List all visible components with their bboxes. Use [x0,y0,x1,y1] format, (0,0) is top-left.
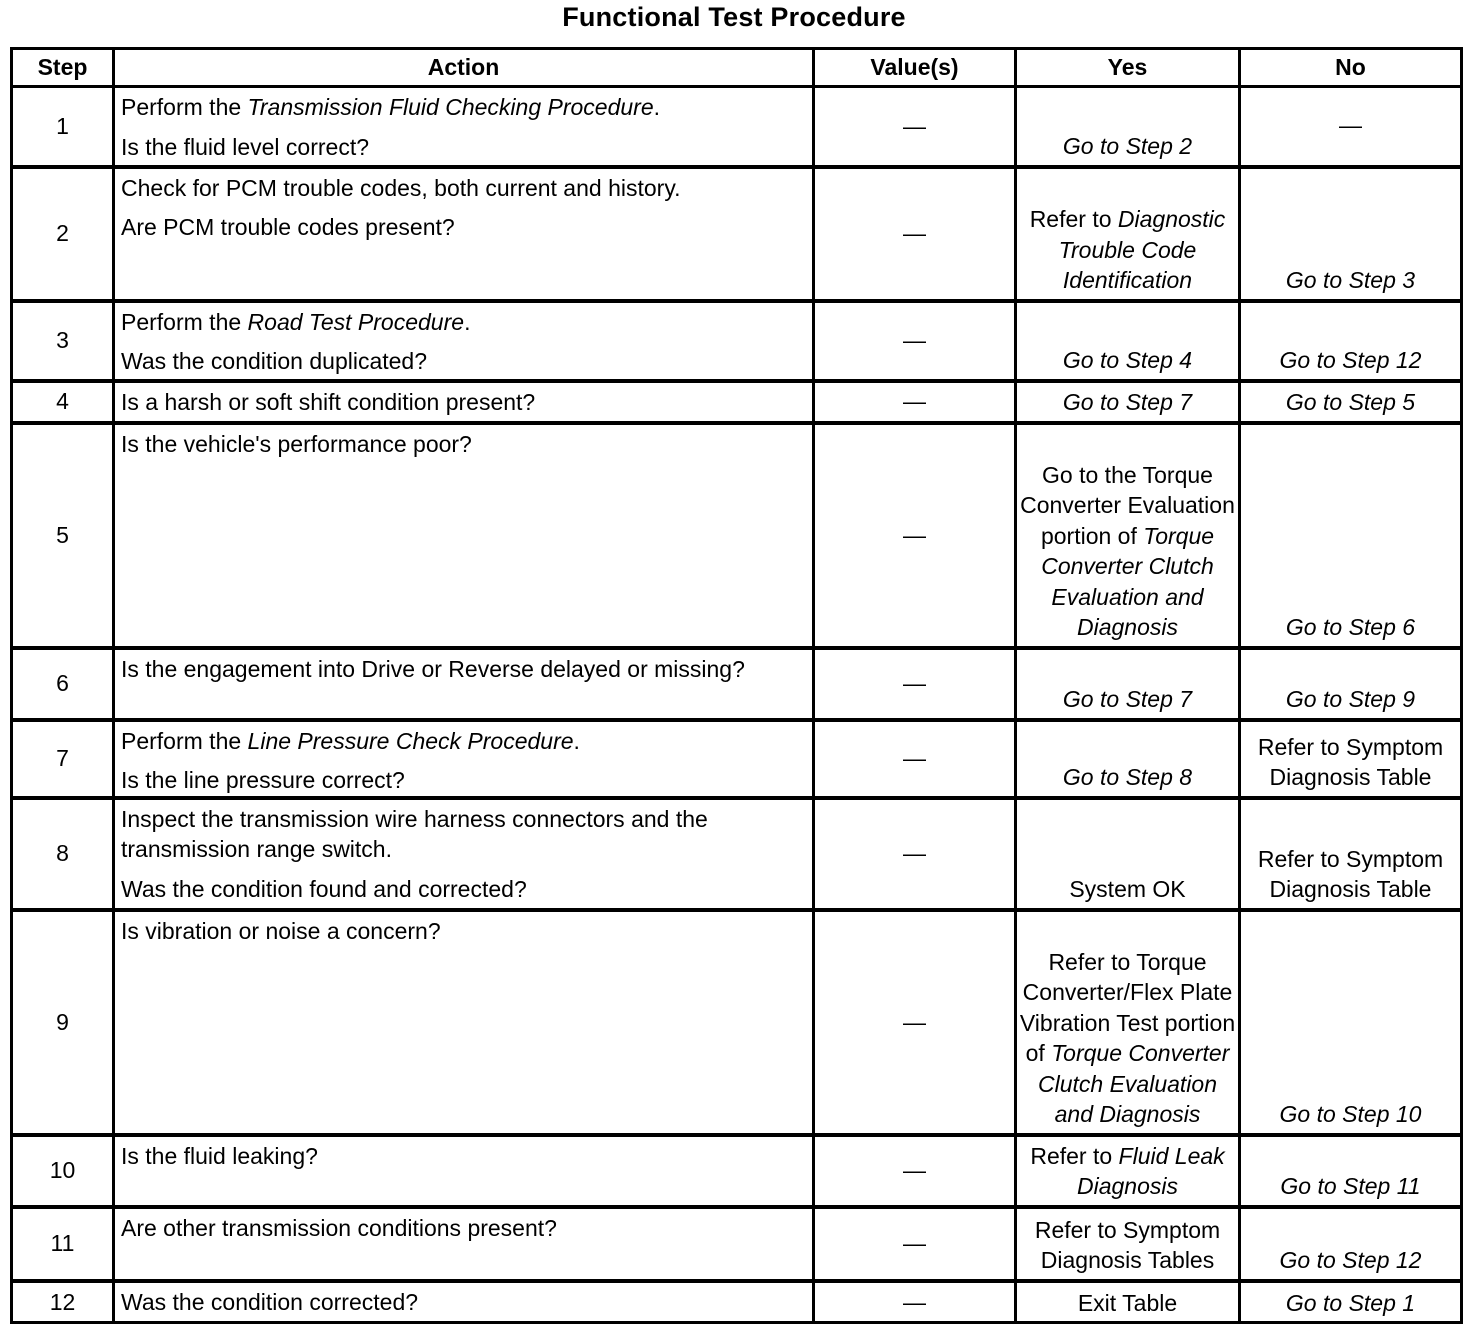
yes-cell: Refer to Diagnostic Trouble Code Identification [1016,167,1240,301]
yes-cell: Refer to Symptom Diagnosis Tables [1016,1207,1240,1281]
no-cell: — [1240,87,1462,167]
value-cell: — [814,1207,1016,1281]
yes-cell: Refer to Torque Converter/Flex Plate Vibration Test portion of Torque Converter Clutch Evaluation and Diagnosis [1016,910,1240,1135]
action-cell [114,1207,814,1281]
action-line: Check for PCM trouble codes, both current and history. [121,174,681,201]
action-question: Is the fluid level correct? [121,133,370,160]
header-yes: Yes [1016,49,1240,87]
value-cell: — [814,720,1016,798]
header-action: Action [114,49,814,87]
table-row [12,1207,1462,1281]
action-question: Was the condition duplicated? [121,348,428,374]
action-question: Was the condition found and corrected? [121,875,527,902]
page-title: Functional Test Procedure [562,2,906,32]
action-cell [114,167,814,301]
no-cell: Go to Step 6 [1240,423,1462,648]
table-row [12,910,1462,1135]
no-cell: Go to Step 12 [1240,1207,1462,1281]
action-question: Is vibration or noise a concern? [121,917,441,944]
step-number: 9 [12,910,114,1135]
action-cell [114,381,814,423]
action-question: Is the fluid leaking? [121,1142,318,1169]
action-cell [114,648,814,720]
table-row [12,301,1462,381]
value-cell: — [814,1135,1016,1207]
value-cell: — [814,910,1016,1135]
value-cell: — [814,167,1016,301]
action-cell [114,720,814,798]
no-cell: Go to Step 5 [1240,381,1462,423]
no-cell: Go to Step 12 [1240,301,1462,381]
no-cell: Go to Step 11 [1240,1135,1462,1207]
action-cell [114,1281,814,1323]
step-number: 8 [12,798,114,910]
step-number: 10 [12,1135,114,1207]
no-cell: Go to Step 1 [1240,1281,1462,1323]
no-cell: Go to Step 10 [1240,910,1462,1135]
value-cell: — [814,423,1016,648]
action-line: Perform the Transmission Fluid Checking Procedure. [121,94,661,120]
value-cell: — [814,87,1016,167]
yes-cell: Exit Table [1016,1281,1240,1323]
no-cell: Go to Step 9 [1240,648,1462,720]
action-question: Is a harsh or soft shift condition present? [121,388,536,415]
action-question: Are other transmission conditions present? [121,1214,557,1241]
step-number: 3 [12,301,114,381]
action-cell [114,87,814,167]
no-cell: Refer to Symptom Diagnosis Table [1240,798,1462,910]
yes-cell: Go to Step 8 [1016,720,1240,798]
step-number: 11 [12,1207,114,1281]
value-cell: — [814,1281,1016,1323]
yes-cell: Go to Step 4 [1016,301,1240,381]
value-cell: — [814,381,1016,423]
action-cell [114,1135,814,1207]
table-row [12,1135,1462,1207]
action-line: Perform the Line Pressure Check Procedure. [121,727,580,754]
yes-cell: Refer to Fluid Leak Diagnosis [1016,1135,1240,1207]
yes-cell: Go to Step 7 [1016,381,1240,423]
action-cell [114,423,814,648]
value-cell: — [814,648,1016,720]
action-question: Was the condition corrected? [121,1288,419,1315]
header-values: Value(s) [814,49,1016,87]
yes-cell: System OK [1016,798,1240,910]
no-cell: Go to Step 3 [1240,167,1462,301]
yes-cell: Go to Step 7 [1016,648,1240,720]
value-cell: — [814,301,1016,381]
header-no: No [1240,49,1462,87]
header-step: Step [12,49,114,87]
action-question: Is the vehicle's performance poor? [121,430,472,457]
action-question: Are PCM trouble codes present? [121,214,455,240]
step-number: 1 [12,87,114,167]
table-row [12,381,1462,423]
action-cell [114,301,814,381]
procedure-table [10,47,1463,1324]
step-number: 2 [12,167,114,301]
no-cell: Refer to Symptom Diagnosis Table [1240,720,1462,798]
step-number: 4 [12,381,114,423]
step-number: 12 [12,1281,114,1323]
action-line: Perform the Road Test Procedure. [121,308,471,335]
step-number: 6 [12,648,114,720]
table-row [12,87,1462,167]
yes-cell: Go to Step 2 [1016,87,1240,167]
action-question: Is the engagement into Drive or Reverse delayed or missing? [121,655,745,682]
yes-cell: Go to the Torque Converter Evaluation portion of Torque Converter Clutch Evaluation and Diagnosis [1016,423,1240,648]
table-row [12,1281,1462,1323]
table-row [12,720,1462,798]
header-row [12,49,1462,87]
step-number: 7 [12,720,114,798]
value-cell: — [814,798,1016,910]
table-row [12,798,1462,910]
table-row [12,648,1462,720]
table-row [12,167,1462,301]
action-line: Inspect the transmission wire harness connectors and the transmission range switch. [121,805,708,862]
step-number: 5 [12,423,114,648]
action-cell [114,910,814,1135]
action-question: Is the line pressure correct? [121,767,405,793]
table-row [12,423,1462,648]
action-cell [114,798,814,910]
